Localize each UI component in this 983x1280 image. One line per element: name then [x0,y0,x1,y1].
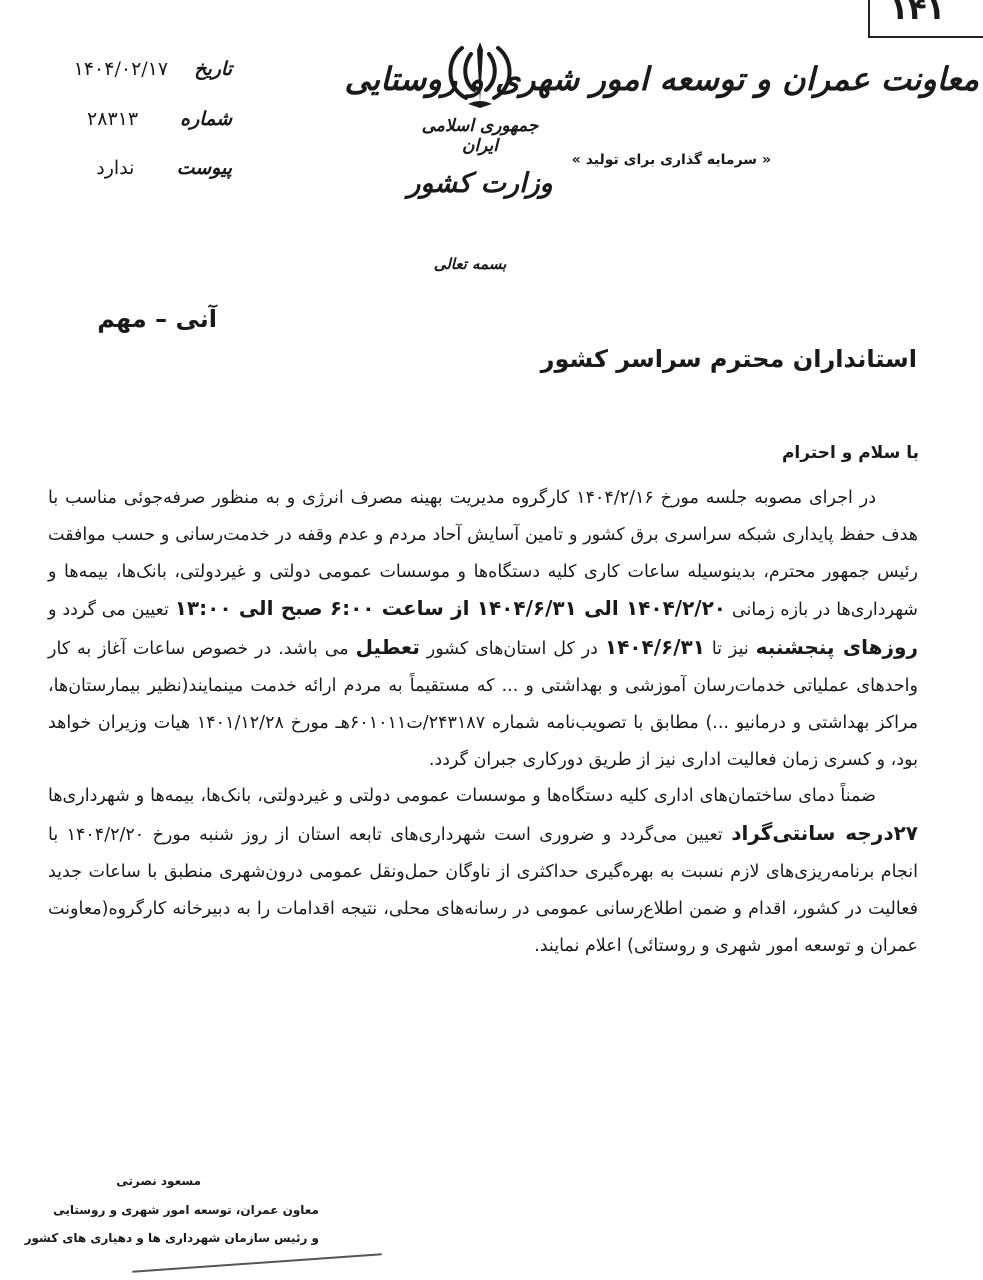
date-label: تاریخ [194,58,232,80]
date-row [62,58,232,80]
p1-date-range: ۱۴۰۴/۲/۲۰ الی ۱۴۰۴/۶/۳۱ از ساعت ۶:۰۰ صبح الی ۱۳:۰۰ [174,596,727,621]
signer-name: مسعود نصرتی [116,1174,201,1188]
p1-text-c: تعیین می گردد و [48,600,169,621]
p1-end-date: ۱۴۰۴/۶/۳۱ [604,635,705,660]
p2-text-c: تعیین می‌گردد و ضروری است شهرداری‌های تابعه استان از روز شنبه مورخ ۱۴۰۴/۲/۲۰ با انجام برنامه‌ریزی‌های لازم نسبت به بهره‌گیری حداکثری از ناوگان حمل‌ونقل عمومی درون‌شهری منطبق با ساعات جدید فعالیت در کشور، اقدام و ضمن اطلاع‌رسانی عمومی در رسانه‌های محلی، نتیجه اقدامات را به دبیرخانه کارگروه(معاونت عمران و توسعه امور شهری و روستائی) اعلام نمایند. [48,825,918,956]
p1-text-a: در اجرای مصوبه جلسه مورخ ۱۴۰۴/۲/۱۶ کارگروه مدیریت بهینه مصرف انرژی و به منظور صرفه‌جوئی مناسب با هدف حفظ پایداری شبکه سراسری برق کشور و تامین آسایش آحاد مردم و عدم وقفه در خدمت‌رسانی و حسب موافقت رئیس جمهور محترم، بدینوسیله ساعات کاری کلیه دستگاه‌ها و موسسات عمومی دولتی و غیردولتی، بانک‌ها، بیمه‌ها و شهرداری‌ها در بازه زمانی [48,488,918,621]
p1-closed: تعطیل [355,635,420,660]
attachment-row [96,157,232,179]
slogan: « سرمایه گذاری برای تولید » [571,152,771,168]
emblem-country: جمهوری اسلامی ایران [421,116,539,156]
p2-temperature: ۲۷درجه سانتی‌گراد [731,821,919,846]
ministry-name: وزارت کشور [407,168,553,199]
date-value: ۱۴۰۴/۰۲/۱۷ [73,58,169,80]
p1-text-f: می باشد. در خصوص ساعات آغاز به کار واحدهای عملیاتی خدمات‌رسان آموزشی و بهداشتی و ... که مستقیماً به مردم ارائه خدمت مینمایند(نظیر بیمارستان‌ها، مراکز بهداشتی و درمانیو ...) مطابق با تصویب‌نامه شماره ۲۴۳۱۸۷/ت۶۰۱۰۱۱هـ مورخ ۱۴۰۱/۱۲/۲۸ هیات وزیران خواهد بود، و کسری زمان فعالیت اداری نیز از طریق دورکاری جبران گردد. [48,639,918,770]
signature-stroke [132,1253,382,1272]
p1-text-e: در کل استان‌های کشور [426,639,598,660]
signer-title-2: و رئیس سازمان شهرداری ها و دهیاری های کشور [24,1231,319,1245]
p1-text-d: نیز تا [711,639,749,660]
priority-label: آنی – مهم [97,305,217,333]
number-label: شماره [180,108,232,130]
salutation: با سلام و احترام [781,443,919,463]
paragraph-1 [48,480,918,778]
p1-thursdays: روزهای پنجشنبه [755,635,918,660]
paragraph-2 [48,778,918,964]
p2-text-a: ضمناً دمای ساختمان‌های اداری کلیه دستگاه‌ها و موسسات عمومی دولتی و غیردولتی، بانک‌ها، بیمه‌ها و شهرداری‌ها [48,786,876,807]
number-value: ۲۸۳۱۳ [87,108,139,130]
number-row [86,108,232,130]
recipient: استانداران محترم سراسر کشور [540,345,917,373]
corner-number: ۱۴۱ [890,0,945,27]
attachment-value: ندارد [96,157,135,179]
invocation: بسمه تعالی [433,255,507,273]
attachment-label: پیوست [176,157,232,179]
organization-title: معاونت عمران و توسعه امور شهری و روستایی [344,60,979,98]
signer-title-1: معاون عمران، توسعه امور شهری و روستایی [53,1203,319,1217]
letter-body [48,480,918,964]
